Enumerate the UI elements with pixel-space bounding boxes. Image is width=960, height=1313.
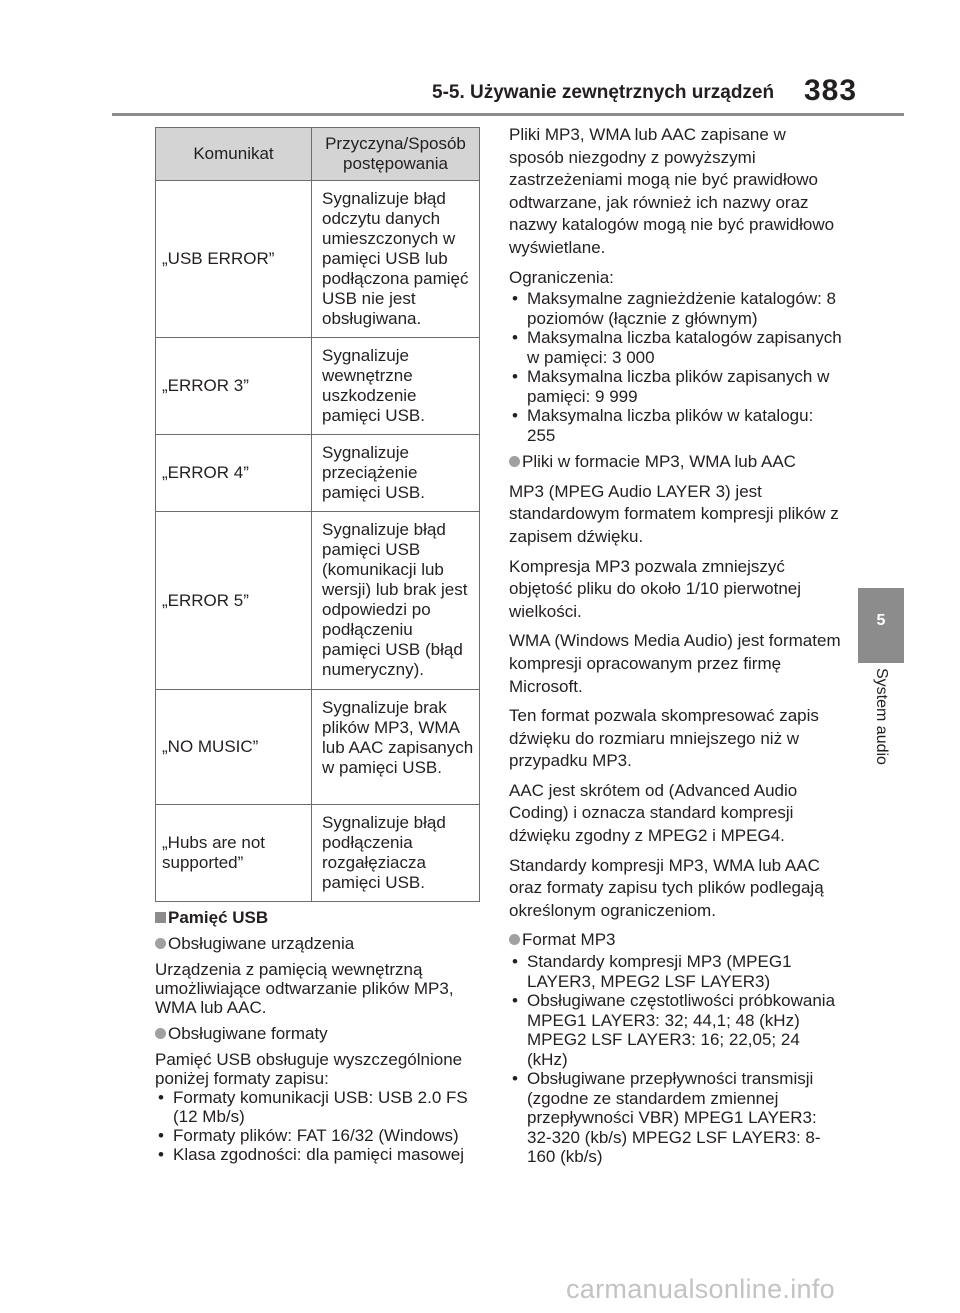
chapter-tab xyxy=(858,588,904,663)
cause-cell: Sygnalizuje wewnętrzne uszkodzenie pamięci USB. xyxy=(312,338,480,435)
subheading: Obsługiwane formaty xyxy=(155,1024,485,1043)
subheading: Pliki w formacie MP3, WMA lub AAC xyxy=(509,451,845,474)
page-number: 383 xyxy=(804,74,858,107)
paragraph: WMA (Windows Media Audio) jest formatem kompresji opracowanym przez firmę Microsoft. xyxy=(509,631,841,696)
table-row xyxy=(156,338,480,435)
paragraph: Pliki MP3, WMA lub AAC zapisane w sposób niezgodny z powyższymi zastrzeżeniami mogą nie być prawidłowo odtwarzane, jak również ich nazwy oraz nazwy katalogów mogą nie być prawidłowo wyświetlane. xyxy=(509,125,835,257)
paragraph: Urządzenia z pamięcią wewnętrzną umożliwiające odtwarzanie plików MP3, WMA lub AAC. xyxy=(155,960,454,1017)
circle-bullet-icon xyxy=(509,456,520,467)
circle-bullet-icon xyxy=(155,938,166,949)
message-cell: „ERROR 5” xyxy=(156,512,312,690)
cause-cell: Sygnalizuje przeciążenie pamięci USB. xyxy=(312,435,480,512)
paragraph: Standardy kompresji MP3, WMA lub AAC oraz formaty zapisu tych plików podlegają określonym ograniczeniom. xyxy=(509,855,824,920)
cause-cell: Sygnalizuje błąd odczytu danych umieszczonych w pamięci USB lub podłączona pamięć USB nie jest obsługiwana. xyxy=(312,181,480,338)
table-header-row xyxy=(156,128,480,181)
list-item: • Maksymalna liczba plików w katalogu: 255 xyxy=(509,406,845,445)
table-row xyxy=(156,690,480,805)
list-item: • Obsługiwane przepływności transmisji (zgodne ze standardem zmiennej przepływności VBR) MPEG1 LAYER3: 32-320 (kb/s) MPEG2 LSF LAYER3: 8-160 (kb/s) xyxy=(509,1069,845,1167)
chapter-number: 5 xyxy=(876,612,886,629)
square-bullet-icon xyxy=(155,912,166,923)
list-item: • Maksymalna liczba plików zapisanych w pamięci: 9 999 xyxy=(509,367,845,406)
paragraph: MP3 (MPEG Audio LAYER 3) jest standardowym formatem kompresji plików z zapisem dźwięku. xyxy=(509,481,839,546)
message-cell: „ERROR 3” xyxy=(156,338,312,435)
subheading: Obsługiwane urządzenia xyxy=(155,934,485,953)
chapter-label: System audio xyxy=(873,668,890,765)
list-item: • Formaty plików: FAT 16/32 (Windows) xyxy=(155,1126,485,1145)
left-column xyxy=(155,908,485,1170)
circle-bullet-icon xyxy=(509,934,520,945)
header-title: 5-5. Używanie zewnętrznych urządzeń xyxy=(432,82,775,103)
error-message-table xyxy=(155,127,480,902)
list-item: • Standardy kompresji MP3 (MPEG1 LAYER3, MPEG2 LSF LAYER3) xyxy=(509,952,845,991)
list-item: • Klasa zgodności: dla pamięci masowej xyxy=(155,1145,485,1164)
chapter-side-label xyxy=(861,668,901,798)
format-list xyxy=(155,1088,485,1164)
paragraph: AAC jest skrótem od (Advanced Audio Coding) i oznacza standard kompresji dźwięku zgodny z MPEG2 i MPEG4. xyxy=(509,780,798,846)
list-item: • Formaty komunikacji USB: USB 2.0 FS (12 Mb/s) xyxy=(155,1088,485,1126)
list-item: • Maksymalne zagnieżdżenie katalogów: 8 poziomów (łącznie z głównym) xyxy=(509,289,845,328)
mp3-format-list xyxy=(509,952,845,1167)
limits-label: Ograniczenia: xyxy=(509,267,614,287)
watermark: carmanualsonline.info xyxy=(566,1274,835,1304)
message-cell: „NO MUSIC” xyxy=(156,690,312,805)
header-rule xyxy=(112,113,904,116)
right-column xyxy=(509,124,845,1173)
subheading: Format MP3 xyxy=(509,929,845,952)
table-row xyxy=(156,512,480,690)
limits-list xyxy=(509,289,845,445)
cause-cell: Sygnalizuje brak plików MP3, WMA lub AAC zapisanych w pamięci USB. xyxy=(312,690,480,805)
table-row xyxy=(156,805,480,902)
section-heading: Pamięć USB xyxy=(155,908,485,927)
paragraph: Kompresja MP3 pozwala zmniejszyć objętość pliku do około 1/10 pierwotnej wielkości. xyxy=(509,556,802,621)
paragraph: Ten format pozwala skompresować zapis dźwięku do rozmiaru mniejszego niż w przypadku MP3. xyxy=(509,706,819,771)
table-row xyxy=(156,181,480,338)
paragraph: Pamięć USB obsługuje wyszczególnione poniżej formaty zapisu: xyxy=(155,1050,463,1088)
column-header-message: Komunikat xyxy=(156,128,312,181)
cause-cell: Sygnalizuje błąd pamięci USB (komunikacji lub wersji) lub brak jest odpowiedzi po podłączeniu pamięci USB (błąd numeryczny). xyxy=(312,512,480,690)
message-cell: „USB ERROR” xyxy=(156,181,312,338)
list-item: • Obsługiwane częstotliwości próbkowania MPEG1 LAYER3: 32; 44,1; 48 (kHz) MPEG2 LSF LAYER3: 16; 22,05; 24 (kHz) xyxy=(509,991,845,1069)
list-item: • Maksymalna liczba katalogów zapisanych w pamięci: 3 000 xyxy=(509,328,845,367)
message-cell: „ERROR 4” xyxy=(156,435,312,512)
message-cell: „Hubs are not supported” xyxy=(156,805,312,902)
column-header-cause: Przyczyna/Sposób postępowania xyxy=(312,128,480,181)
circle-bullet-icon xyxy=(155,1028,166,1039)
cause-cell: Sygnalizuje błąd podłączenia rozgałęziacza pamięci USB. xyxy=(312,805,480,902)
table-row xyxy=(156,435,480,512)
